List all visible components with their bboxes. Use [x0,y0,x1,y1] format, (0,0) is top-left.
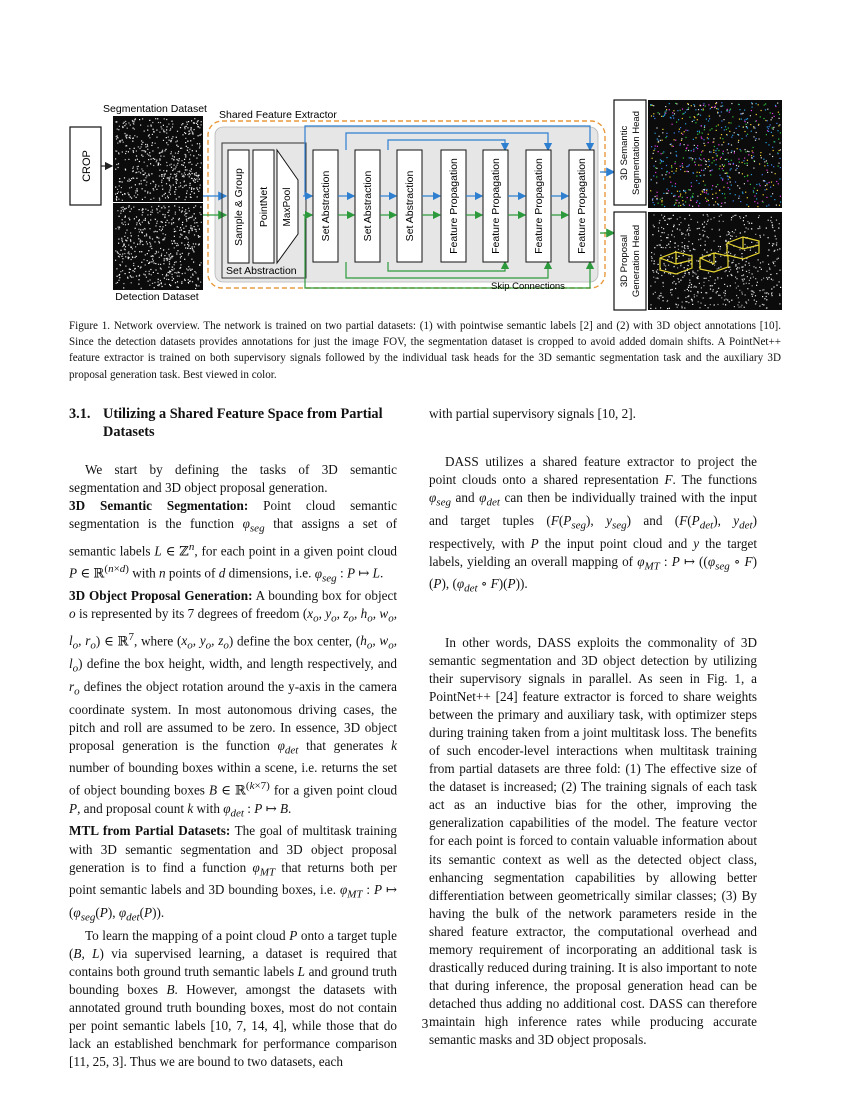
feature-propagation-block-4 [569,150,594,262]
detection-dataset-label: Detection Dataset [115,291,199,303]
proposal-generation-head [614,212,646,310]
mtl-paragraph: MTL from Partial Datasets: The goal of multitask training with 3D semantic segmentation and 3D object proposal generation is to find a function $\varphi_{MT}$ that returns both per point semantic labels and 3D bounding boxes, i.e. $\varphi_{MT}$ : P ↦ ($\varphi_{seg}(P)$, $\varphi_{det}(P)$). [69,823,397,924]
page-number: 3 [421,1016,429,1031]
shared-feature-extractor-label: Shared Feature Extractor [219,109,337,121]
set-abstraction-group-caption: Set Abstraction [226,265,297,277]
feature-propagation-block-2 [483,150,508,262]
svg-text:Feature Propagation: Feature Propagation [448,158,460,254]
proposal-output-image [648,212,782,310]
set-abstraction-block-2 [355,150,380,262]
crop-label: CROP [81,150,93,182]
segmentation-point-cloud-image [113,116,203,202]
svg-text:Feature Propagation: Feature Propagation [533,158,545,254]
svg-text:3D Proposal: 3D Proposal [619,234,630,288]
svg-text:Set Abstraction: Set Abstraction [404,170,416,242]
left-column [69,405,397,1071]
semantic-segmentation-head [614,100,646,205]
segmentation-dataset-label: Segmentation Dataset [103,103,207,115]
segmentation-output-image [648,100,782,208]
svg-text:Set Abstraction: Set Abstraction [362,170,374,242]
commonality-paragraph: In other words, DASS exploits the commonality of 3D semantic segmentation and 3D object detection by utilizing their supervisory signals in parallel. As seen in Fig. 1, a PointNet++ [24] feature extractor is forced to share weights between the primary and auxiliary task, with optimizer steps during training taken from a joint multitask loss. The benefits of such encoder-level interactions when multitask training from partial datasets are three fold: (1) The effective size of the dataset is increased; (2) The training signals of each task act as an inductive bias for the other, improving the generalization capabilities of the model. The feature vector for each point is forced to contain valuable information about its semantic context as well as the detected object class, enhancing segmentation capabilities by allowing better differentiation between geometrically similar classes; (3) By having the bulk of the network parameters reside in the shared feature extractor, the computational overhead and memory requirement of incorporating an additional task is drastically reduced during training. It is also important to note that during inference, the proposal generation head can be detached thus adding no additional cost. DASS can therefore maintain high inference rates while producing accurate semantic masks and 3D object proposals. [429,634,757,1047]
detection-point-cloud-image [113,203,203,290]
skip-connections-label: Skip Connections [491,281,565,292]
svg-text:Segmentation Head: Segmentation Head [631,111,642,195]
section-number: 3.1. [69,406,91,422]
svg-text:Feature Propagation: Feature Propagation [490,158,502,254]
right-column [429,405,757,1049]
maxpool-label: MaxPool [282,187,293,227]
svg-text:Generation Head: Generation Head [631,224,642,298]
set-abstraction-block-3 [397,150,422,262]
section-title: Utilizing a Shared Feature Space from Partial Datasets [103,406,383,440]
continuation-paragraph: with partial supervisory signals [10, 2]. [429,406,636,421]
sample-group-label: Sample & Group [233,168,245,246]
pointnet-label: PointNet [258,186,270,228]
shared-extractor-paragraph: DASS utilizes a shared feature extractor to project the point clouds onto a shared representation F. The functions $\varphi_{seg}$ and $\varphi_{det}$ can then be individually trained with the input and target tuples ($F(P_{seg})$, $y_{seg}$) and ($F(P_{det})$, $y_{det}$) respectively, with P the input point cloud and y the target labels, yielding an overall mapping of $\varphi_{MT}$ : P ↦ (($\varphi_{seg}$ ∘ F)(P), ($\varphi_{det}$ ∘ F)(P)). [429,454,758,595]
network-overview-figure [0,0,850,315]
intro-paragraph: We start by defining the tasks of 3D semantic segmentation and 3D object proposal generation. [69,462,397,496]
svg-text:Set Abstraction: Set Abstraction [320,170,332,242]
feature-propagation-block-3 [526,150,551,262]
section-heading [69,405,397,441]
feature-propagation-block-1 [441,150,466,262]
svg-text:Feature Propagation: Feature Propagation [576,158,588,254]
set-abstraction-block-1 [313,150,338,262]
crop-block [70,127,101,205]
semantic-segmentation-paragraph: 3D Semantic Segmentation: Point cloud semantic segmentation is the function $\varphi_{seg}$ that assigns a set of semantic labels L ∈ ℤ$^n$, for each point in a given point cloud P ∈ ℝ$^{(n\times d)}$ with n points of d dimensions, i.e. $\varphi_{seg}$ : P ↦ L. [69,498,398,585]
figure-caption: Figure 1. Network overview. The network is trained on two partial datasets: (1) with pointwise semantic labels [2] and (2) with 3D object annotations [10]. Since the detection datasets provides annotations for just the image FOV, the segmentation dataset is cropped to avoid added domain shifts. A PointNet++ feature extractor is trained on both supervisory signals followed by the individual task heads for the 3D semantic segmentation task and the auxiliary 3D proposal generation task. Best viewed in color. [69,320,781,381]
object-proposal-paragraph: 3D Object Proposal Generation: A bounding box for object o is represented by its 7 degrees of freedom ($x_o$, $y_o$, $z_o$, $h_o$, $w_o$, $l_o$, $r_o$) ∈ ℝ$^7$, where ($x_o$, $y_o$, $z_o$) define the box center, ($h_o$, $w_o$, $l_o$) define the box height, width, and length respectively, and $r_o$ defines the object rotation around the y-axis in the camera coordinate system. In most autonomous driving cases, the pitch and roll are assumed to be zero. In essence, 3D object proposal generation is the function $\varphi_{det}$ that generates k number of bounding boxes within a scene, i.e. returns the set of object bounding boxes B ∈ ℝ$^{(k\times 7)}$ for a given point cloud P, and proposal count k with $\varphi_{det}$ : P ↦ B. [69,588,398,820]
mapping-paragraph: To learn the mapping of a point cloud P onto a target tuple (B, L) via supervised learning, a dataset is required that contains both ground truth semantic labels L and ground truth bounding boxes B. However, amongst the datasets with annotated ground truth bounding boxes, most do not contain per point semantic labels [10, 7, 14, 4], while those that do lack an established benchmark for performance comparison [11, 25, 3]. Thus we are bound to two datasets, each [69,927,398,1069]
svg-text:3D Semantic: 3D Semantic [619,125,630,181]
